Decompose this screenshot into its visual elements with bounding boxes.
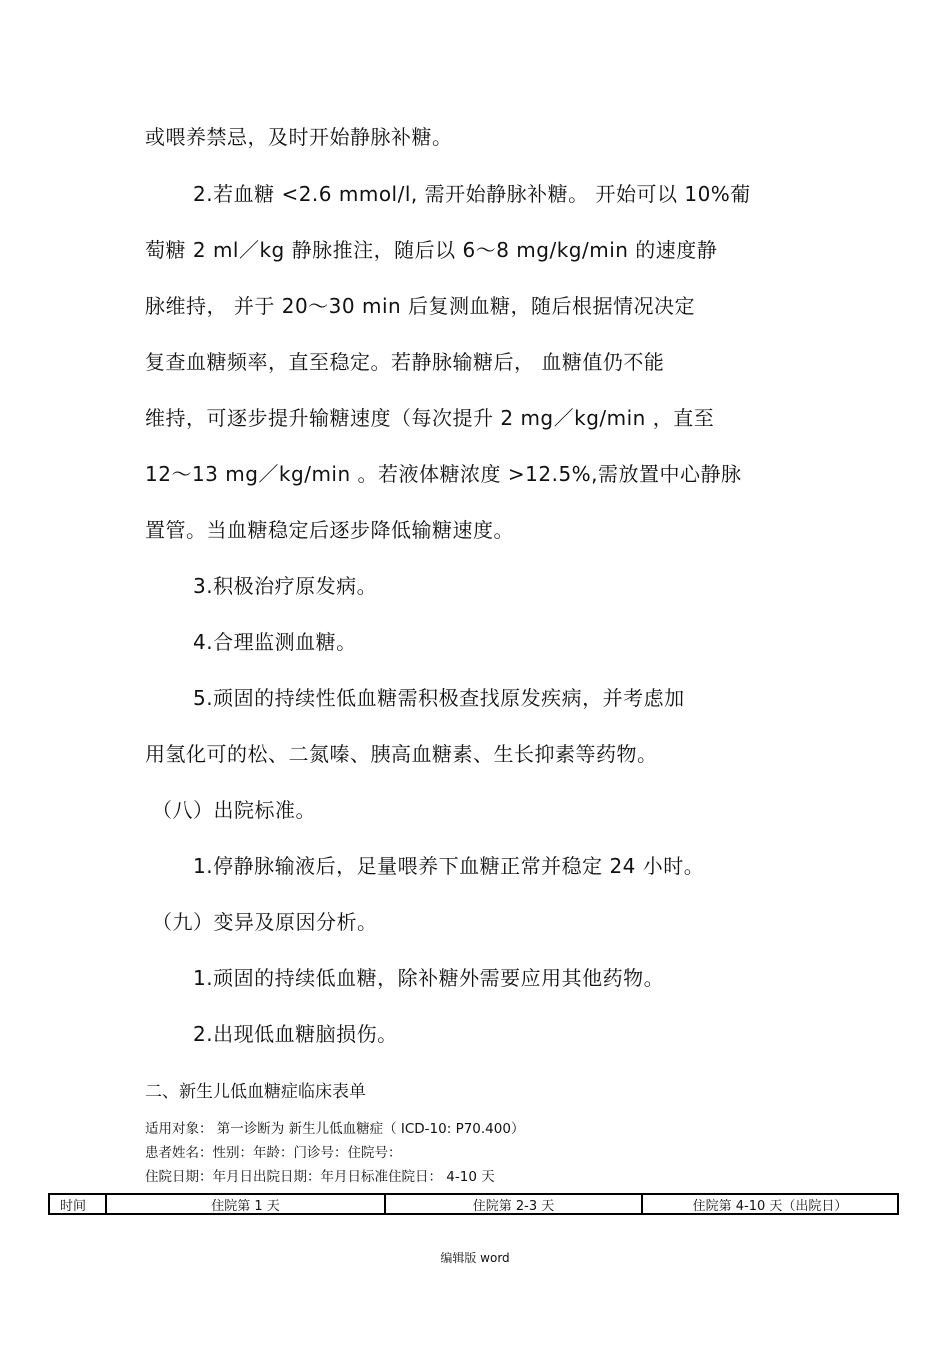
info-line-target: 适用对象： 第一诊断为 新生儿低血糖症（ ICD-10: P70.400） — [145, 1121, 525, 1137]
table-header-cell: 时间 — [50, 1195, 107, 1213]
paragraph-line: 萄糖 2 ml／kg 静脉推注，随后以 6～8 mg/kg/min 的速度静 — [145, 238, 718, 262]
table-header-cell: 住院第 4-10 天（出院日） — [692, 1198, 848, 1214]
paragraph-line: 12～13 mg／kg/min 。若液体糖浓度 >12.5%,需放置中心静脉 — [145, 462, 742, 486]
info-line-dates: 住院日期：年月日出院日期：年月日标准住院日： 4-10 天 — [145, 1169, 495, 1185]
section-heading: （九）变异及原因分析。 — [152, 910, 378, 934]
paragraph-line: 1.顽固的持续低血糖，除补糖外需要应用其他药物。 — [193, 966, 665, 990]
info-line-patient: 患者姓名：性别：年龄：门诊号：住院号： — [145, 1145, 402, 1161]
paragraph-line: 2.若血糖 <2.6 mmol/l, 需开始静脉补糖。 开始可以 10%葡 — [193, 182, 751, 206]
clinical-table-header — [48, 1193, 899, 1215]
paragraph-line: 4.合理监测血糖。 — [193, 630, 357, 654]
table-header-cell: 住院第 1 天 — [107, 1195, 386, 1213]
table-header-cell: 住院第 2-3 天 — [386, 1195, 643, 1213]
paragraph-line: 脉维持， 并于 20～30 min 后复测血糖，随后根据情况决定 — [145, 294, 696, 318]
paragraph-line: 置管。当血糖稳定后逐步降低输糖速度。 — [145, 518, 514, 542]
paragraph-line: 5.顽固的持续性低血糖需积极查找原发疾病，并考虑加 — [193, 686, 685, 710]
paragraph-line: 1.停静脉输液后，足量喂养下血糖正常并稳定 24 小时。 — [193, 854, 705, 878]
paragraph-line: 2.出现低血糖脑损伤。 — [193, 1022, 398, 1046]
paragraph-line: 用氢化可的松、二氮嗪、胰高血糖素、生长抑素等药物。 — [145, 742, 658, 766]
paragraph-line: 3.积极治疗原发病。 — [193, 574, 378, 598]
section-heading: （八）出院标准。 — [152, 798, 316, 822]
section-title: 二、新生儿低血糖症临床表单 — [145, 1082, 366, 1102]
page-footer: 编辑版 word — [440, 1251, 510, 1265]
paragraph-line: 复查血糖频率，直至稳定。若静脉输糖后， 血糖值仍不能 — [145, 350, 665, 374]
paragraph-line: 维持，可逐步提升输糖速度（每次提升 2 mg／kg/min ，直至 — [145, 406, 715, 430]
paragraph-line: 或喂养禁忌，及时开始静脉补糖。 — [145, 125, 453, 149]
